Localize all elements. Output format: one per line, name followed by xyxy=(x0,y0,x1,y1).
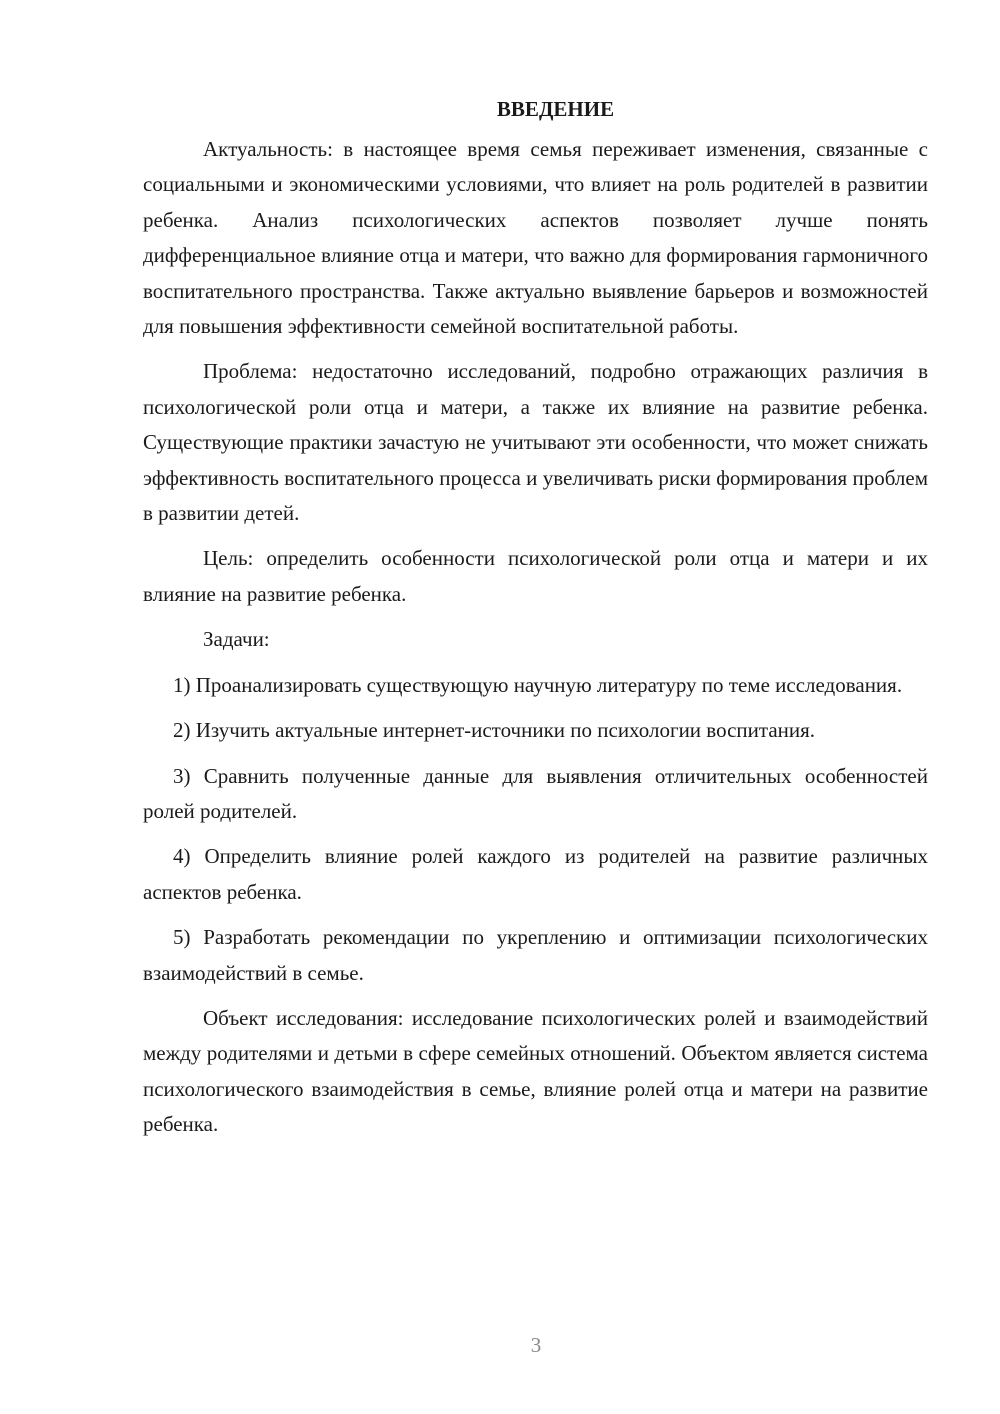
page-number: 3 xyxy=(530,1333,542,1357)
list-item: 4) Определить влияние ролей каждого из родителей на развитие различных аспектов ребенка. xyxy=(143,844,928,904)
paragraph-object: Объект исследования: исследование психологических ролей и взаимодействий между родителями и детьми в сфере семейных отношений. Объектом является система психологического взаимодействия в семье, влияние ролей отца и матери на развитие ребенка. xyxy=(143,1005,928,1137)
list-item: 3) Сравнить полученные данные для выявления отличительных особенностей ролей родителей. xyxy=(143,763,928,823)
section-heading: ВВЕДЕНИЕ xyxy=(496,97,615,121)
paragraph-tasks-label: Задачи: xyxy=(203,627,270,652)
paragraph-goal: Цель: определить особенности психологической роли отца и матери и их влияние на развитие ребенка. xyxy=(143,546,928,606)
list-item: 1) Проанализировать существующую научную литературу по теме исследования. xyxy=(173,672,903,697)
list-item: 2) Изучить актуальные интернет-источники по психологии воспитания. xyxy=(173,718,816,743)
list-item: 5) Разработать рекомендации по укреплению и оптимизации психологических взаимодействий в семье. xyxy=(143,925,928,985)
document-page xyxy=(143,92,928,1153)
tasks-list xyxy=(143,668,928,991)
paragraph-relevance: Актуальность: в настоящее время семья переживает изменения, связанные с социальными и экономическими условиями, что влияет на роль родителей в развитии ребенка. Анализ психологических аспектов позволяет лучше понять дифференциальное влияние отца и матери, что важно для формирования гармоничного воспитательного пространства. Также актуально выявление барьеров и возможностей для повышения эффективности семейной воспитательной работы. xyxy=(143,137,928,339)
paragraph-problem: Проблема: недостаточно исследований, подробно отражающих различия в психологической роли отца и матери, а также их влияние на развитие ребенка. Существующие практики зачастую не учитывают эти особенности, что может снижать эффективность воспитательного процесса и увеличивать риски формирования проблем в развитии детей. xyxy=(143,359,928,526)
